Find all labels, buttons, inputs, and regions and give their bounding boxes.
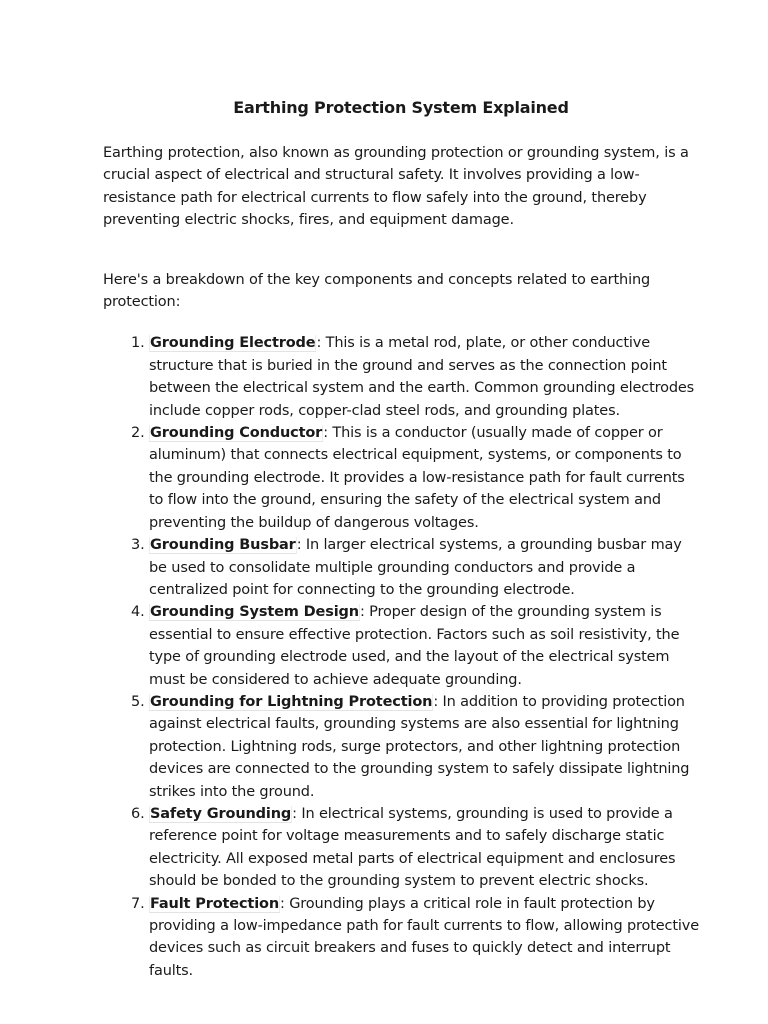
list-item-term: Grounding Electrode: [150, 335, 316, 352]
list-item-term: Grounding Conductor: [150, 425, 323, 442]
list-item-text: : This is a metal rod, plate, or other conductive structure that is buried in the ground and serves as the connection point between the electrical system and the earth. Common grounding electrodes include copper rods, copper-clad steel rods, and grounding plates.: [149, 335, 695, 419]
list-item: [149, 691, 699, 803]
list-item-term: Grounding for Lightning Protection: [150, 693, 433, 710]
lead-paragraph: Here's a breakdown of the key components and concepts related to earthing protection:: [103, 271, 651, 311]
list-item-text: : In addition to providing protection against electrical faults, grounding systems are also essential for lightning protection. Lightning rods, surge protectors, and other lightning protection devices are connected to the grounding system to safely dissipate lightning strikes into the ground.: [149, 693, 690, 800]
list-item: [149, 332, 699, 422]
list-item-term: Grounding System Design: [150, 604, 359, 621]
list-item-term: Grounding Busbar: [150, 537, 296, 554]
list-item-text: : Grounding plays a critical role in fault protection by providing a low-impedance path for fault currents to flow, allowing protective devices such as circuit breakers and fuses to quickly detect and interrupt faults.: [149, 895, 699, 979]
document-title: Earthing Protection System Explained: [233, 98, 569, 117]
list-item-text: : In larger electrical systems, a grounding busbar may be used to consolidate multiple grounding conductors and provide a centralized point for connecting to the grounding electrode.: [149, 537, 682, 598]
list-item-text: : In electrical systems, grounding is used to provide a reference point for voltage measurements and to safely discharge static electricity. All exposed metal parts of electrical equipment and enclosures should be bonded to the grounding system to prevent electric shocks.: [149, 805, 676, 890]
list-item: [149, 893, 699, 983]
list-item: [149, 601, 699, 691]
list-item: [149, 422, 699, 534]
list-item-text: : Proper design of the grounding system is essential to ensure effective protection. Factors such as soil resistivity, the type of grounding electrode used, and the layout of the electrical system must be considered to achieve adequate grounding.: [149, 604, 680, 688]
intro-paragraph: Earthing protection, also known as grounding protection or grounding system, is a crucial aspect of electrical and structural safety. It involves providing a low-resistance path for electrical currents to flow safely into the ground, thereby preventing electric shocks, fires, and equipment damage.: [103, 145, 689, 229]
list-item-term: Safety Grounding: [150, 805, 292, 822]
list-item: [149, 803, 699, 893]
list-item: [149, 534, 699, 601]
list-item-text: : This is a conductor (usually made of copper or aluminum) that connects electrical equipment, systems, or components to the grounding electrode. It provides a low-resistance path for fault currents to flow into the ground, ensuring the safety of the electrical system and preventing the buildup of dangerous voltages.: [149, 425, 685, 531]
list-item-term: Fault Protection: [150, 895, 279, 912]
components-list: [103, 332, 699, 982]
document-page: [103, 96, 699, 982]
